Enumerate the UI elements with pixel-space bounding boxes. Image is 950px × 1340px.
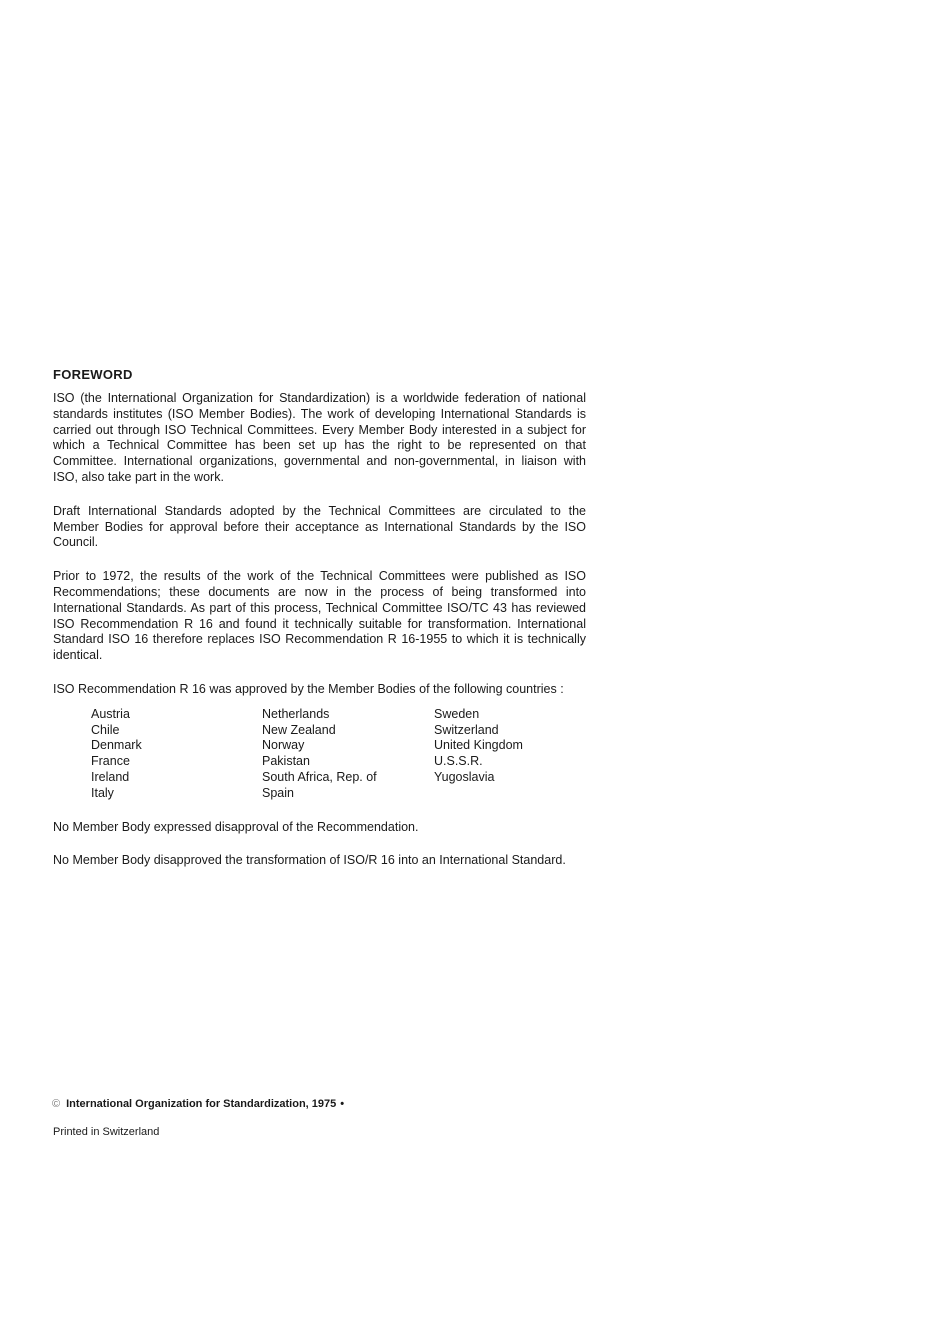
- country-item: New Zealand: [262, 722, 336, 737]
- country-item: Pakistan: [262, 754, 310, 769]
- copyright-icon: ©: [52, 1098, 61, 1110]
- countries-column-1: [91, 707, 262, 802]
- paragraph-iso-intro: ISO (the International Organization for Standardization) is a worldwide federation of national standards institutes (ISO Member Bodies). The work of developing International Standards is carried out through ISO Technical Committees. Every Member Body interested in a subject for which a Technical Committee has been set up has the right to be represented on that Committee. International organizations, governmental and non-governmental, in liaison with ISO, also take part in the work.: [53, 391, 586, 484]
- country-item: Chile: [91, 722, 120, 737]
- paragraph-no-disapproval-transformation: No Member Body disapproved the transformation of ISO/R 16 into an International Standard.: [53, 853, 566, 868]
- copyright-text: International Organization for Standardization, 1975: [66, 1098, 337, 1110]
- country-item: France: [91, 754, 130, 769]
- country-item: U.S.S.R.: [434, 754, 483, 769]
- foreword-section: [53, 366, 586, 887]
- country-item: Norway: [262, 738, 305, 753]
- country-item: Italy: [91, 785, 114, 800]
- country-item: Ireland: [91, 769, 130, 784]
- copyright-line: [52, 1097, 344, 1111]
- countries-column-2: [262, 707, 434, 802]
- country-item: Netherlands: [262, 706, 330, 721]
- country-item: Yugoslavia: [434, 769, 495, 784]
- printed-in-note: Printed in Switzerland: [53, 1126, 160, 1138]
- country-item: Spain: [262, 785, 294, 800]
- countries-list: [91, 707, 586, 802]
- country-item: Sweden: [434, 706, 480, 721]
- country-item: Switzerland: [434, 722, 499, 737]
- paragraph-approval: ISO Recommendation R 16 was approved by the Member Bodies of the following countries :: [53, 681, 564, 696]
- country-item: South Africa, Rep. of: [262, 769, 377, 784]
- country-item: Austria: [91, 706, 130, 721]
- countries-column-3: [434, 707, 594, 802]
- foreword-heading: FOREWORD: [53, 367, 133, 382]
- paragraph-draft-standards: Draft International Standards adopted by the Technical Committees are circulated to the Member Bodies for approval before their acceptance as International Standards by the ISO Council.: [53, 503, 586, 550]
- country-item: United Kingdom: [434, 738, 523, 753]
- paragraph-prior-1972: Prior to 1972, the results of the work of the Technical Committees were published as ISO Recommendations; these documents are now in the process of being transformed into International Standards. As part of this process, Technical Committee ISO/TC 43 has reviewed ISO Recommendation R 16 and found it technically suitable for transformation. International Standard ISO 16 therefore replaces ISO Recommendation R 16-1955 to which it is technically identical.: [53, 569, 586, 663]
- country-item: Denmark: [91, 738, 142, 753]
- bullet-icon: •: [340, 1098, 345, 1110]
- paragraph-no-disapproval-recommendation: No Member Body expressed disapproval of the Recommendation.: [53, 819, 419, 834]
